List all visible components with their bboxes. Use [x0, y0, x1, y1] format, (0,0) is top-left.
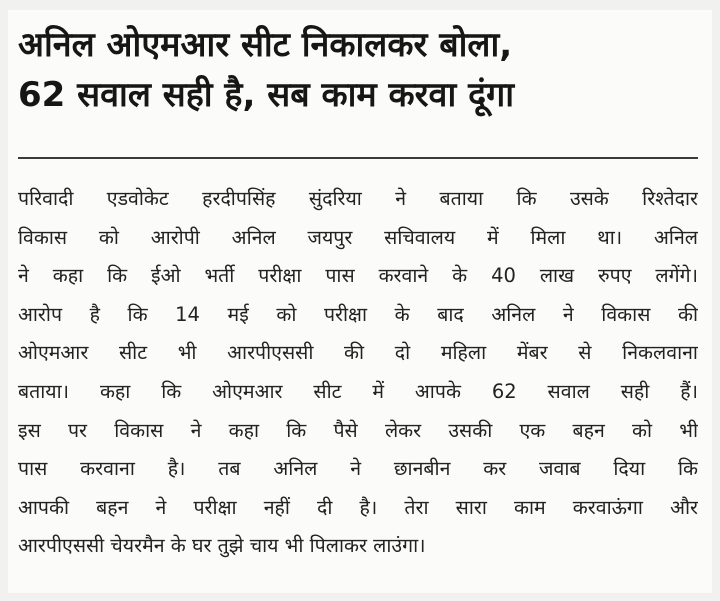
- headline-line: 62 सवाल सही है, सब काम करवा दूंगा: [18, 75, 515, 115]
- article-line: आरपीएससी चेयरमैन के घर तुझे चाय भी पिलाकर लाउंगा।: [18, 534, 426, 558]
- article-line: परिवादी एडवोकेट हरदीपसिंह सुंदरिया ने बताया कि उसके रिश्तेदार: [18, 187, 698, 210]
- headline-divider: [18, 157, 698, 159]
- article-line: आपकी बहन ने परीक्षा नहीं दी है। तेरा सारा काम करवाऊंगा और: [18, 495, 698, 519]
- article-body: [18, 180, 698, 566]
- article-line: बताया। कहा कि ओएमआर सीट में आपके 62 सवाल सही हैं।: [18, 379, 698, 403]
- article-line: इस पर विकास ने कहा कि पैसे लेकर उसकी एक बहन को भी: [18, 418, 698, 442]
- article-line: विकास को आरोपी अनिल जयपुर सचिवालय में मिला था। अनिल: [18, 225, 698, 249]
- article-line: ने कहा कि ईओ भर्ती परीक्षा पास करवाने के 40 लाख रुपए लगेंगे।: [18, 264, 698, 288]
- article-line: पास करवाना है। तब अनिल ने छानबीन कर जवाब दिया कि: [18, 457, 698, 481]
- headline-line: अनिल ओएमआर सीट निकालकर बोला,: [18, 25, 513, 65]
- headline: [18, 20, 698, 120]
- article-line: ओएमआर सीट भी आरपीएससी की दो महिला मेंबर से निकलवाना: [18, 341, 698, 365]
- article-line: आरोप है कि 14 मई को परीक्षा के बाद अनिल ने विकास की: [18, 302, 698, 326]
